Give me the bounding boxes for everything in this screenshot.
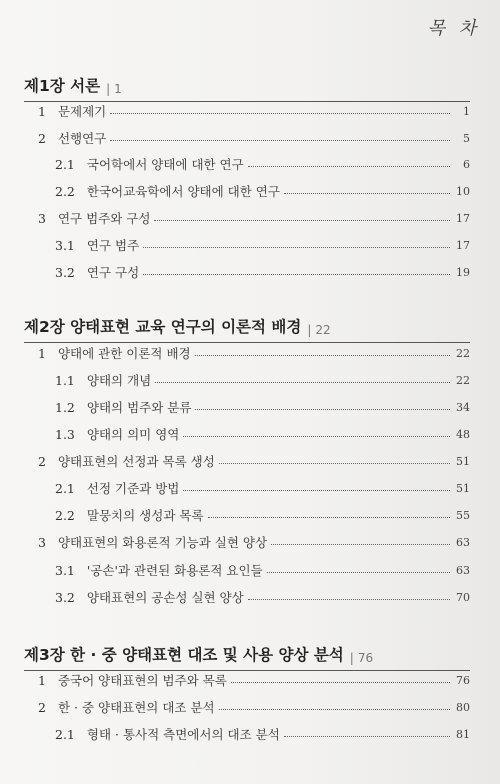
- entry-page: 81: [456, 727, 470, 741]
- entry-title: 양태에 관한 이론적 배경: [57, 346, 191, 361]
- toc-entry[interactable]: [55, 235, 470, 255]
- toc-entry[interactable]: [55, 587, 470, 607]
- toc-entry[interactable]: [38, 101, 470, 121]
- entry-page: 63: [456, 563, 470, 577]
- entry-page: 51: [456, 481, 470, 495]
- toc-entry[interactable]: [55, 154, 470, 174]
- entry-title: '공손'과 관련된 화용론적 요인들: [86, 563, 263, 578]
- dot-leader: [231, 681, 450, 683]
- entry-title: 선행연구: [57, 131, 107, 146]
- entry-page: 6: [463, 157, 470, 171]
- entry-page: 19: [456, 265, 470, 279]
- entry-number: 2.1: [55, 480, 75, 496]
- entry-number: 1: [38, 345, 46, 361]
- toc-entry[interactable]: [55, 397, 470, 417]
- entry-title: 중국어 양태표현의 범주와 목록: [57, 673, 227, 688]
- dot-leader: [155, 381, 450, 383]
- separator: |: [349, 651, 354, 665]
- entry-title: 양태표현의 화용론적 기능과 실현 양상: [57, 535, 268, 550]
- separator: |: [106, 82, 111, 96]
- dot-leader: [154, 219, 450, 221]
- entry-page: 22: [456, 373, 470, 387]
- chapter-title: 제2장 양태표현 교육 연구의 이론적 배경: [24, 318, 302, 336]
- entry-page: 70: [456, 590, 470, 604]
- toc-entry[interactable]: [38, 343, 470, 363]
- entry-title: 국어학에서 양태에 대한 연구: [86, 157, 244, 172]
- entry-number: 2: [38, 453, 46, 469]
- chapter-heading: [24, 72, 470, 102]
- entry-title: 한 · 중 양태표현의 대조 분석: [57, 700, 215, 715]
- dot-leader: [267, 571, 450, 573]
- entry-title: 연구 범주: [86, 238, 140, 253]
- entry-title: 연구 범주와 구성: [57, 211, 151, 226]
- toc-entry[interactable]: [38, 451, 470, 471]
- dot-leader: [284, 192, 450, 194]
- dot-leader: [248, 598, 450, 600]
- entry-number: 2: [38, 699, 46, 715]
- toc-entry[interactable]: [38, 697, 470, 717]
- dot-leader: [110, 139, 450, 141]
- entry-title: 선정 기준과 방법: [86, 481, 180, 496]
- entry-number: 3: [38, 210, 46, 226]
- entry-number: 3.1: [55, 562, 75, 578]
- chapter-page: 76: [357, 651, 374, 665]
- entry-title: 문제제기: [57, 104, 107, 119]
- dot-leader: [271, 543, 450, 545]
- dot-leader: [143, 246, 450, 248]
- entry-page: 48: [456, 427, 470, 441]
- toc-entry[interactable]: [55, 560, 470, 580]
- entry-number: 1.2: [55, 399, 75, 415]
- chapter-heading: [24, 313, 470, 343]
- entry-page: 17: [456, 238, 470, 252]
- toc-entry[interactable]: [55, 724, 470, 744]
- dot-leader: [219, 708, 450, 710]
- entry-page: 51: [456, 454, 470, 468]
- entry-number: 2.2: [55, 183, 75, 199]
- chapter-page: 22: [315, 323, 331, 337]
- entry-title: 양태의 범주와 분류: [86, 400, 192, 415]
- dot-leader: [208, 516, 450, 518]
- toc-entry[interactable]: [55, 262, 470, 282]
- entry-number: 1: [38, 672, 46, 688]
- dot-leader: [248, 165, 450, 167]
- entry-number: 1.1: [55, 372, 75, 388]
- entry-page: 17: [456, 211, 470, 225]
- chapter-heading: [24, 641, 470, 671]
- toc-entry[interactable]: [38, 670, 470, 690]
- dot-leader: [219, 462, 450, 464]
- separator: |: [307, 323, 312, 337]
- entry-number: 3.2: [55, 589, 75, 605]
- entry-title: 양태표현의 공손성 실현 양상: [86, 590, 244, 605]
- toc-entry[interactable]: [55, 505, 470, 525]
- toc-entry[interactable]: [55, 370, 470, 390]
- dot-leader: [195, 354, 450, 356]
- entry-page: 1: [463, 104, 470, 118]
- handwritten-note: 목 차: [427, 18, 480, 39]
- chapter-page: 1: [114, 82, 122, 96]
- toc-entry[interactable]: [38, 128, 470, 148]
- entry-page: 22: [456, 346, 470, 360]
- entry-number: 1: [38, 103, 46, 119]
- toc-entry[interactable]: [55, 181, 470, 201]
- toc-entry[interactable]: [38, 532, 470, 552]
- entry-number: 2: [38, 130, 46, 146]
- entry-page: 55: [456, 508, 470, 522]
- chapter-title: 제1장 서론: [24, 77, 101, 95]
- entry-page: 5: [463, 131, 470, 145]
- dot-leader: [195, 408, 450, 410]
- entry-title: 양태표현의 선정과 목록 생성: [57, 454, 215, 469]
- entry-page: 63: [456, 535, 470, 549]
- entry-title: 연구 구성: [86, 265, 140, 280]
- entry-page: 10: [456, 184, 470, 198]
- entry-page: 76: [456, 673, 470, 687]
- entry-title: 양태의 의미 영역: [86, 427, 180, 442]
- entry-title: 양태의 개념: [86, 373, 152, 388]
- entry-title: 한국어교육학에서 양태에 대한 연구: [86, 184, 280, 199]
- entry-number: 3.2: [55, 264, 75, 280]
- entry-page: 80: [456, 700, 470, 714]
- entry-page: 34: [456, 400, 470, 414]
- toc-entry[interactable]: [38, 208, 470, 228]
- entry-number: 2.1: [55, 156, 75, 172]
- entry-number: 1.3: [55, 426, 75, 442]
- chapter-title: 제3장 한 · 중 양태표현 대조 및 사용 양상 분석: [24, 646, 344, 664]
- dot-leader: [143, 273, 450, 275]
- toc-entry[interactable]: [55, 478, 470, 498]
- entry-number: 3.1: [55, 237, 75, 253]
- entry-title: 말뭉치의 생성과 목록: [86, 508, 204, 523]
- dot-leader: [183, 435, 450, 437]
- dot-leader: [183, 489, 450, 491]
- entry-number: 3: [38, 534, 46, 550]
- toc-entry[interactable]: [55, 424, 470, 444]
- entry-number: 2.2: [55, 507, 75, 523]
- entry-title: 형태 · 통사적 측면에서의 대조 분석: [86, 727, 280, 742]
- dot-leader: [110, 112, 450, 114]
- dot-leader: [284, 735, 450, 737]
- entry-number: 2.1: [55, 726, 75, 742]
